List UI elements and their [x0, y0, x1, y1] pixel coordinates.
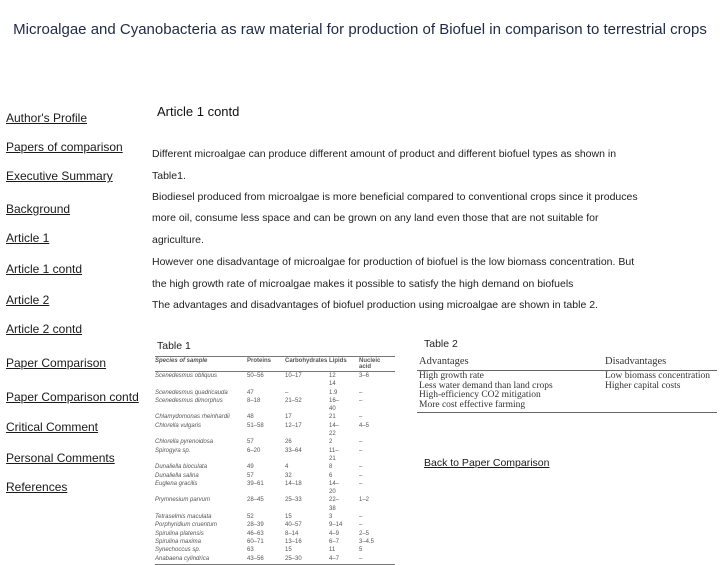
nav-personal-comments[interactable]: Personal Comments — [6, 451, 115, 465]
table-row — [155, 488, 395, 496]
table-cell: 60–71 — [247, 538, 264, 545]
table-cell — [285, 505, 329, 513]
nav-article-2[interactable]: Article 2 — [6, 293, 50, 307]
table-body — [155, 372, 395, 563]
table-cell — [285, 405, 329, 413]
table-column-header: Lipids — [329, 358, 347, 364]
table-cell: 25–33 — [285, 497, 302, 504]
table-cell: 48 — [247, 414, 254, 421]
table-cell: 3–4.5 — [359, 538, 375, 545]
table-row — [155, 463, 395, 471]
table-row — [155, 413, 395, 421]
table-cell: – — [359, 555, 363, 562]
table-cell: 50–56 — [247, 373, 264, 379]
table-row — [155, 397, 395, 405]
nav-article-2-contd[interactable]: Article 2 contd — [6, 322, 83, 336]
table-row — [155, 389, 395, 397]
table-cell — [155, 405, 247, 413]
table-cell: 12–17 — [285, 422, 302, 429]
table-cell: Chlamydomonas rheinhardii — [155, 414, 230, 421]
table-cell: 12 — [329, 373, 336, 379]
table-cell — [359, 488, 389, 496]
article-line: more oil, consume less space and can be grown on any land even those that are not suitable for — [152, 212, 599, 224]
table-cell: 25–30 — [285, 555, 302, 562]
nav-article-1[interactable]: Article 1 — [6, 231, 50, 245]
table-cell: 38 — [329, 505, 336, 512]
table-cell: – — [359, 397, 363, 404]
table-cell: 9–14 — [329, 522, 343, 529]
nav-article-1-contd[interactable]: Article 1 contd — [6, 262, 83, 276]
table-cell: Porphyridium cruentum — [155, 522, 218, 529]
table-cell — [155, 505, 247, 513]
table-row — [155, 405, 395, 413]
table-cell: 21 — [329, 455, 336, 462]
table-cell — [155, 430, 247, 438]
table-cell: Anabaena cylindrica — [155, 555, 210, 562]
table-row — [155, 546, 395, 554]
table-cell: – — [359, 447, 363, 454]
table-cell: 47 — [247, 389, 254, 396]
table-cell: 33–64 — [285, 447, 302, 454]
table-cell: 17 — [285, 414, 292, 421]
disadvantage-item: Low biomass concentration — [605, 371, 711, 381]
table-cell: 63 — [247, 547, 254, 554]
table-cell: 49 — [247, 464, 254, 471]
nav-paper-comparison[interactable]: Paper Comparison — [6, 356, 107, 370]
table-cell: 4–7 — [329, 555, 340, 562]
table-cell: 28–39 — [247, 522, 264, 529]
table-row — [155, 505, 395, 513]
table-cell: 1.9 — [329, 389, 338, 396]
table-column-header: Species of sample — [155, 358, 208, 364]
nav-references[interactable]: References — [6, 480, 68, 494]
table-row — [155, 422, 395, 430]
table-cell: Tetraselmis maculata — [155, 514, 212, 521]
table-cell: 3–6 — [359, 373, 370, 379]
table-header — [155, 356, 395, 372]
table-row — [155, 472, 395, 480]
table-cell: 57 — [247, 439, 254, 446]
table-cell — [359, 455, 389, 463]
table-cell: 13–16 — [285, 538, 302, 545]
table-cell — [247, 380, 285, 388]
article-line: The advantages and disadvantages of biofuel production using microalgae are shown in table 2. — [152, 299, 598, 311]
table-cell: Synechoccus sp. — [155, 547, 201, 554]
article-line: Table1. — [152, 170, 186, 182]
table-cell: – — [285, 389, 289, 396]
nav-critical-comment[interactable]: Critical Comment — [6, 420, 99, 434]
table-row — [155, 447, 395, 455]
table-cell: 21–52 — [285, 397, 302, 404]
table-cell: Euglena gracilis — [155, 480, 198, 487]
table-cell: 15 — [285, 514, 292, 521]
table-cell: 6–7 — [329, 538, 340, 545]
table-cell — [359, 405, 389, 413]
table-cell: – — [359, 464, 363, 471]
page-title: Microalgae and Cyanobacteria as raw material for production of Biofuel in comparison to terrestrial crops — [13, 21, 707, 38]
table-row — [155, 372, 395, 380]
table-row — [155, 496, 395, 504]
table-cell — [155, 380, 247, 388]
table-cell — [155, 488, 247, 496]
advantage-item: High growth rate — [419, 371, 484, 381]
table-cell: 40 — [329, 406, 336, 413]
table-cell: – — [359, 480, 363, 487]
table-cell — [247, 505, 285, 513]
table-cell: 20 — [329, 489, 336, 496]
table-row — [155, 521, 395, 529]
nav-paper-comparison-contd[interactable]: Paper Comparison contd — [6, 390, 139, 404]
table-cell: 3 — [329, 514, 333, 521]
table-cell — [285, 430, 329, 438]
table-row — [155, 430, 395, 438]
table-cell: 1–2 — [359, 497, 370, 504]
table-cell: 2 — [329, 439, 333, 446]
table-cell: 39–61 — [247, 480, 264, 487]
table-row — [155, 455, 395, 463]
back-to-paper-comparison-link[interactable]: Back to Paper Comparison — [424, 457, 550, 469]
table-cell: Dunaliella salina — [155, 472, 199, 479]
table-cell: 8–18 — [247, 397, 261, 404]
table-cell — [359, 505, 389, 513]
table-cell — [247, 488, 285, 496]
table-cell: Dunaliella bioculata — [155, 464, 208, 471]
table-column-header: Proteins — [247, 358, 272, 364]
table-column-header: Nucleic acid — [359, 358, 381, 370]
table-cell: 46–63 — [247, 530, 264, 537]
advantages-heading: Advantages — [419, 356, 469, 367]
table-cell: 43–56 — [247, 555, 264, 562]
table-cell: Spirulina platensis — [155, 530, 204, 537]
advantage-item: Less water demand than land crops — [419, 380, 553, 391]
table-cell: 4–5 — [359, 422, 370, 429]
table-cell: – — [359, 472, 363, 479]
table-cell — [285, 380, 329, 388]
table-cell: Scenedesmus obliquus — [155, 373, 218, 379]
table-cell: Chlorella vulgaris — [155, 422, 202, 429]
nav-papers-of-comparison[interactable]: Papers of comparison — [6, 140, 123, 154]
table-row — [155, 538, 395, 546]
table-cell: 4 — [285, 464, 289, 471]
table-cell: 14– — [329, 422, 340, 429]
table-cell — [359, 380, 389, 388]
table-cell: 11 — [329, 547, 336, 554]
table-cell: 22– — [329, 497, 340, 504]
table-cell: 28–45 — [247, 497, 264, 504]
table-cell: 57 — [247, 472, 254, 479]
article-line: However one disadvantage of microalgae for production of biofuel is the low biomass concentration. But — [152, 256, 635, 268]
table-cell — [247, 405, 285, 413]
nav-authors-profile[interactable]: Author's Profile — [6, 111, 87, 125]
table-cell: 52 — [247, 514, 254, 521]
table-cell: 22 — [329, 431, 336, 438]
table-cell: Spirogyra sp. — [155, 447, 191, 454]
table-row — [155, 380, 395, 388]
table-row — [155, 438, 395, 446]
nav-executive-summary[interactable]: Executive Summary — [6, 169, 113, 183]
table-cell — [247, 455, 285, 463]
table-cell: 6 — [329, 472, 333, 479]
table-cell: – — [359, 522, 363, 529]
table-cell: 15 — [285, 547, 292, 554]
table-cell: – — [359, 389, 363, 396]
advantages-list — [419, 372, 553, 410]
table-cell: 5 — [359, 547, 363, 554]
table-column-header: Carbohydrates — [285, 358, 328, 364]
table-cell: – — [359, 414, 363, 421]
table-cell: Prymnesium parvum — [155, 497, 211, 504]
nav-background[interactable]: Background — [6, 202, 71, 216]
table-cell: 6–20 — [247, 447, 261, 454]
table-cell — [359, 430, 389, 438]
table-cell: 8–14 — [285, 530, 299, 537]
table-cell — [155, 455, 247, 463]
table-cell: 32 — [285, 472, 292, 479]
table-divider — [417, 412, 717, 413]
article-line: agriculture. — [152, 234, 204, 246]
article-line: Different microalgae can produce different amount of product and different biofuel types as shown in — [152, 148, 617, 160]
table-cell: 21 — [329, 414, 336, 421]
table-cell — [285, 488, 329, 496]
table2-caption: Table 2 — [424, 338, 458, 350]
table-cell: 2–5 — [359, 530, 370, 537]
table-cell: 26 — [285, 439, 292, 446]
table-cell: Scenedesmus quadricauda — [155, 389, 228, 396]
table-cell: 14 — [329, 381, 336, 388]
table-cell: 10–17 — [285, 373, 302, 379]
table-cell: 14– — [329, 480, 340, 487]
table-cell: Scenedesmus dimorphus — [155, 397, 223, 404]
article-line: Biodiesel produced from microalgae is more beneficial compared to conventional crops since it produces — [152, 191, 638, 203]
disadvantages-heading: Disadvantages — [605, 356, 667, 367]
table-row — [155, 555, 395, 563]
table-row — [155, 480, 395, 488]
disadvantages-list — [605, 372, 710, 391]
table-cell — [285, 455, 329, 463]
table-cell: – — [359, 514, 363, 521]
table-cell: 51–58 — [247, 422, 264, 429]
advantage-item: High-efficiency CO2 mitigation — [419, 390, 541, 400]
table-cell: – — [359, 439, 363, 446]
table-cell — [247, 430, 285, 438]
article-line: the high growth rate of microalgae makes it possible to satisfy the high demand on biofuels — [152, 278, 574, 290]
table-cell: 40–57 — [285, 522, 302, 529]
table1-caption: Table 1 — [157, 340, 191, 352]
table-cell: 16– — [329, 397, 340, 404]
table-cell: Chlorella pyrenoidosa — [155, 439, 214, 446]
table-row — [155, 530, 395, 538]
advantage-item: More cost effective farming — [419, 399, 526, 410]
table-row — [155, 513, 395, 521]
article-heading: Article 1 contd — [157, 104, 240, 119]
table-cell: 8 — [329, 464, 333, 471]
table-cell: Spirulina maxima — [155, 538, 202, 545]
composition-table — [155, 356, 395, 565]
table-cell: 4–9 — [329, 530, 340, 537]
disadvantage-item: Higher capital costs — [605, 380, 681, 391]
table-cell: 11– — [329, 447, 339, 454]
table-cell: 14–18 — [285, 480, 302, 487]
